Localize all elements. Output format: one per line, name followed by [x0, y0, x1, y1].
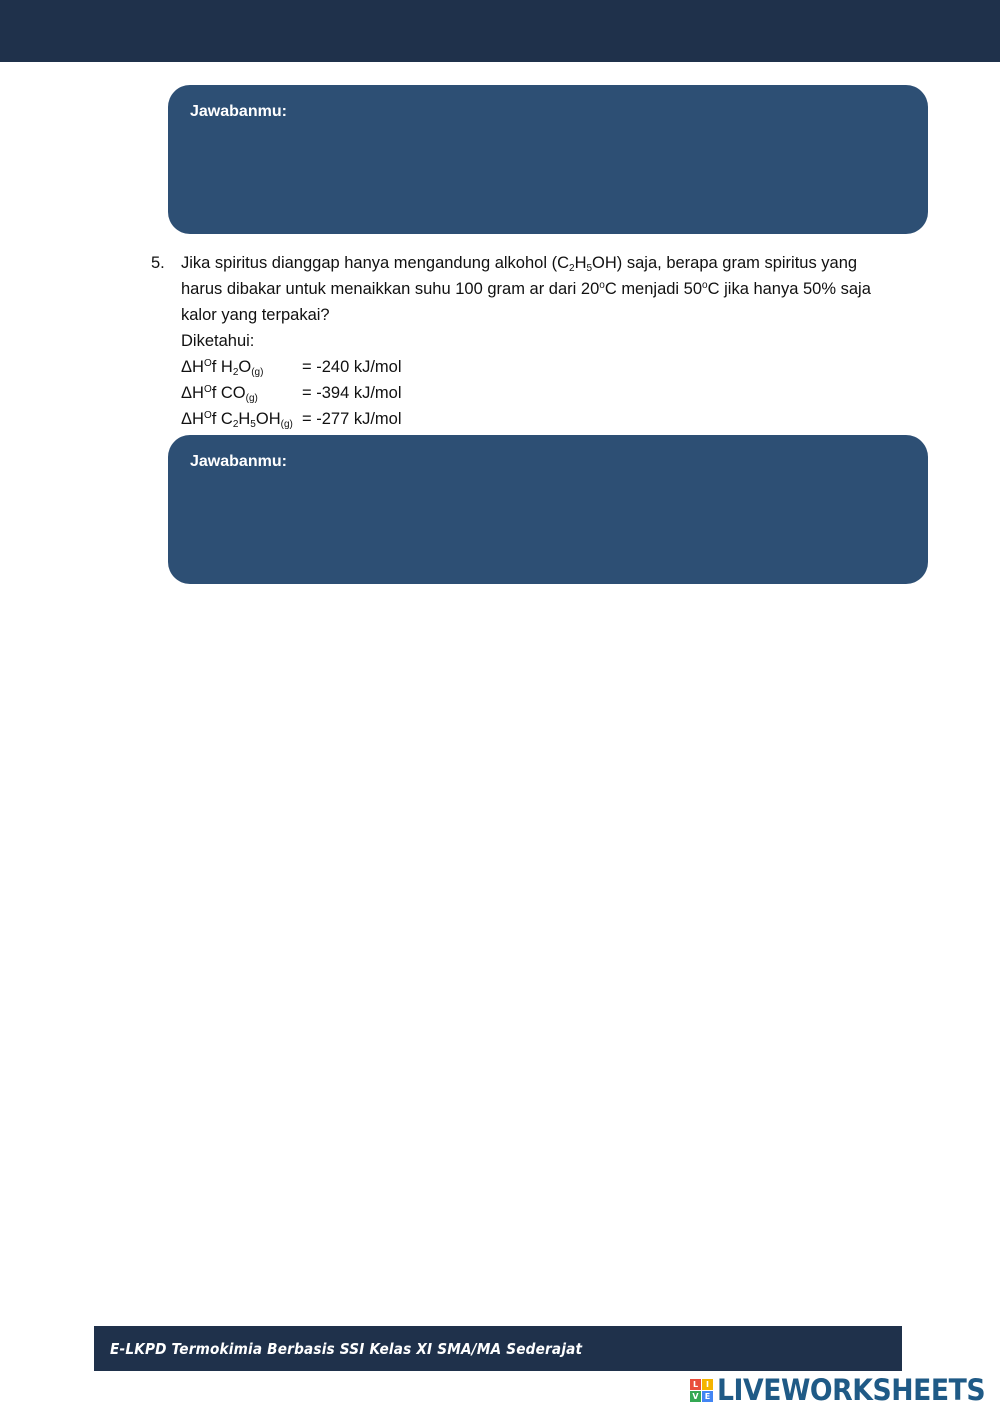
q-text: OH) saja, berapa gram spiritus yang [592, 254, 858, 272]
k-formula: H [238, 410, 251, 428]
question-body [181, 250, 911, 432]
logo-tile: I [702, 1379, 713, 1390]
k-sup: O [203, 410, 212, 421]
known-row-co [181, 380, 911, 406]
k-state: (g) [245, 393, 258, 404]
k-sub: 2 [232, 419, 239, 430]
known-row-h2o [181, 354, 911, 380]
answer-label: Jawabanmu: [190, 103, 287, 120]
k-state: (g) [251, 367, 264, 378]
k-formula: f CO [211, 384, 246, 402]
top-header-band [0, 0, 1000, 62]
question-line-3: kalor yang terpakai? [181, 306, 330, 324]
k-state: (g) [280, 419, 293, 430]
known-value: = -277 kJ/mol [302, 410, 402, 428]
q-text: C jika hanya 50% saja [707, 280, 871, 298]
answer-box-4[interactable] [168, 85, 928, 234]
q-text: harus dibakar untuk menaikkan suhu 100 gram ar dari 20 [181, 280, 600, 298]
known-value: = -394 kJ/mol [302, 384, 402, 402]
question-5 [151, 250, 911, 432]
answer-input-5[interactable] [190, 481, 910, 575]
q-text: C menjadi 50 [604, 280, 703, 298]
question-line-2 [181, 276, 911, 302]
liveworksheets-mark-icon [690, 1379, 713, 1402]
k-sup: O [203, 358, 212, 369]
known-label [181, 380, 302, 406]
answer-input-4[interactable] [190, 131, 910, 225]
q-sup: o [702, 280, 708, 291]
logo-tile: L [690, 1379, 701, 1390]
q-sup: o [599, 280, 605, 291]
liveworksheets-logo[interactable] [690, 1374, 1000, 1406]
known-heading: Diketahui: [181, 332, 255, 350]
footer-title: E-LKPD Termokimia Berbasis SSI Kelas XI SMA/MA Sederajat [110, 1339, 583, 1358]
k-sup: O [203, 384, 212, 395]
question-number: 5. [151, 254, 165, 272]
k-formula: f H [211, 358, 233, 376]
known-label [181, 354, 302, 380]
q-text: H [574, 254, 587, 272]
footer-bar [94, 1326, 902, 1371]
k-sub: 2 [232, 367, 239, 378]
question-line-1 [181, 250, 911, 276]
k-delta: ΔH [181, 358, 204, 376]
k-delta: ΔH [181, 410, 204, 428]
k-formula: OH [255, 410, 281, 428]
liveworksheets-wordmark: LIVEWORKSHEETS [717, 1373, 986, 1407]
logo-tile: V [690, 1391, 701, 1402]
k-formula: O [238, 358, 252, 376]
known-label [181, 406, 302, 432]
k-sub: 5 [250, 419, 256, 430]
q-text: Jika spiritus dianggap hanya mengandung alkohol (C [181, 254, 569, 272]
known-value: = -240 kJ/mol [302, 358, 402, 376]
answer-box-5[interactable] [168, 435, 928, 584]
k-formula: f C [211, 410, 233, 428]
q-sub: 5 [586, 263, 593, 274]
answer-label: Jawabanmu: [190, 453, 287, 470]
logo-tile: E [702, 1391, 713, 1402]
known-row-ethanol [181, 406, 911, 432]
k-delta: ΔH [181, 384, 204, 402]
q-sub: 2 [569, 263, 575, 274]
